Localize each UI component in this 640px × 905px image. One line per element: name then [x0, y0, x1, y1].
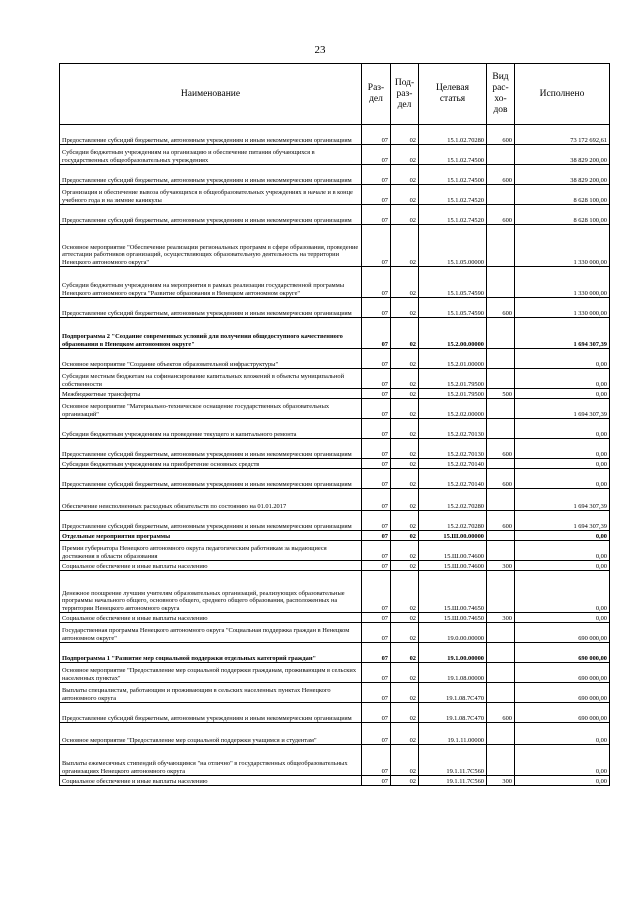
- row-vid-cell: 600: [487, 298, 515, 318]
- row-podrazdel-cell: 02: [391, 349, 419, 369]
- row-podrazdel-cell: 02: [391, 683, 419, 703]
- row-ispolneno-cell: 38 829 200,00: [515, 145, 610, 165]
- row-podrazdel-cell: 02: [391, 541, 419, 561]
- table-row: [60, 389, 610, 399]
- row-podrazdel-cell: 02: [391, 703, 419, 723]
- table-row: [60, 561, 610, 571]
- row-vid-cell: 600: [487, 125, 515, 145]
- table-row: [60, 267, 610, 298]
- row-razdel-cell: 07: [362, 561, 391, 571]
- row-name-cell: Предоставление субсидий бюджетным, автономным учреждениям и иным некоммерческим организациям: [60, 469, 362, 489]
- row-vid-cell: [487, 541, 515, 561]
- table-row: [60, 205, 610, 225]
- table-row: [60, 643, 610, 663]
- table-row: [60, 419, 610, 439]
- row-ispolneno-cell: 0,00: [515, 439, 610, 459]
- row-razdel-cell: 07: [362, 349, 391, 369]
- row-name-cell: Выплаты специалистам, работающим и проживающим в сельских населенных пунктах Ненецкого автономного округа: [60, 683, 362, 703]
- row-vid-cell: 300: [487, 561, 515, 571]
- header-ispolneno: Исполнено: [515, 64, 610, 125]
- table-row: [60, 571, 610, 613]
- budget-execution-table: [59, 63, 610, 786]
- row-ispolneno-cell: 1 694 307,39: [515, 489, 610, 511]
- row-celevaya-cell: 19.1.08.00000: [419, 663, 487, 683]
- row-razdel-cell: 07: [362, 125, 391, 145]
- row-name-cell: Денежное поощрение лучшим учителям образовательных организаций, реализующих образовательные программы начального общего, основного общего, среднего общего образования, расположенных на территории Ненецкого автономного округа: [60, 571, 362, 613]
- row-podrazdel-cell: 02: [391, 511, 419, 531]
- header-razdel: Раз- дел: [362, 64, 391, 125]
- row-ispolneno-cell: 690 000,00: [515, 683, 610, 703]
- row-name-cell: Предоставление субсидий бюджетным, автономным учреждениям и иным некоммерческим организациям: [60, 125, 362, 145]
- row-razdel-cell: 07: [362, 623, 391, 643]
- row-razdel-cell: 07: [362, 663, 391, 683]
- table-row: [60, 125, 610, 145]
- row-name-cell: Межбюджетные трансферты: [60, 389, 362, 399]
- row-podrazdel-cell: 02: [391, 663, 419, 683]
- row-celevaya-cell: 15.2.02.70140: [419, 469, 487, 489]
- row-ispolneno-cell: 690 000,00: [515, 703, 610, 723]
- row-podrazdel-cell: 02: [391, 613, 419, 623]
- row-razdel-cell: 07: [362, 683, 391, 703]
- row-name-cell: Премии губернатора Ненецкого автономного округа педагогическим работникам за выдающиеся достижения в области образования: [60, 541, 362, 561]
- row-name-cell: Организация и обеспечение вывоза обучающихся в общеобразовательных учреждениях в начале и в конце учебного года и на зимние каникулы: [60, 185, 362, 205]
- row-vid-cell: [487, 531, 515, 541]
- row-vid-cell: [487, 745, 515, 776]
- row-vid-cell: [487, 267, 515, 298]
- table-row: [60, 613, 610, 623]
- row-ispolneno-cell: 8 628 100,00: [515, 205, 610, 225]
- row-razdel-cell: 07: [362, 703, 391, 723]
- row-ispolneno-cell: 1 694 307,39: [515, 399, 610, 419]
- row-podrazdel-cell: 02: [391, 531, 419, 541]
- row-celevaya-cell: 15.2.00.00000: [419, 318, 487, 349]
- row-razdel-cell: 07: [362, 318, 391, 349]
- row-podrazdel-cell: 02: [391, 419, 419, 439]
- row-celevaya-cell: 15.2.01.00000: [419, 349, 487, 369]
- row-ispolneno-cell: 0,00: [515, 531, 610, 541]
- row-celevaya-cell: 15.1.02.74500: [419, 165, 487, 185]
- row-razdel-cell: 07: [362, 399, 391, 419]
- row-name-cell: Основное мероприятие "Предоставление мер социальной поддержки учащимся и студентам": [60, 723, 362, 745]
- row-razdel-cell: 07: [362, 145, 391, 165]
- row-ispolneno-cell: 0,00: [515, 613, 610, 623]
- row-name-cell: Основное мероприятие "Создание объектов образовательной инфраструктуры": [60, 349, 362, 369]
- row-name-cell: Выплаты ежемесячных стипендий обучающимся "на отлично" в государственных общеобразовательных организациях Ненецкого автономного округа: [60, 745, 362, 776]
- row-podrazdel-cell: 02: [391, 267, 419, 298]
- row-celevaya-cell: 15.1.05.00000: [419, 225, 487, 267]
- row-razdel-cell: 07: [362, 419, 391, 439]
- row-ispolneno-cell: 73 172 692,61: [515, 125, 610, 145]
- row-celevaya-cell: 15.1.05.74590: [419, 298, 487, 318]
- row-ispolneno-cell: 38 829 200,00: [515, 165, 610, 185]
- row-ispolneno-cell: 1 694 307,39: [515, 318, 610, 349]
- row-celevaya-cell: 19.1.00.00000: [419, 643, 487, 663]
- table-row: [60, 683, 610, 703]
- row-name-cell: Основное мероприятие "Материально-техническое оснащение государственных образовательных организаций": [60, 399, 362, 419]
- row-vid-cell: [487, 419, 515, 439]
- table-row: [60, 225, 610, 267]
- row-celevaya-cell: 15.2.01.79500: [419, 369, 487, 389]
- row-podrazdel-cell: 02: [391, 776, 419, 786]
- table-row: [60, 459, 610, 469]
- row-razdel-cell: 07: [362, 511, 391, 531]
- row-celevaya-cell: 15.1.02.74520: [419, 205, 487, 225]
- row-razdel-cell: 07: [362, 225, 391, 267]
- row-name-cell: Предоставление субсидий бюджетным, автономным учреждениям и иным некоммерческим организациям: [60, 205, 362, 225]
- row-vid-cell: 600: [487, 703, 515, 723]
- row-ispolneno-cell: 1 694 307,39: [515, 511, 610, 531]
- row-celevaya-cell: 15.Ш.00.74650: [419, 613, 487, 623]
- row-vid-cell: [487, 623, 515, 643]
- row-vid-cell: 300: [487, 776, 515, 786]
- row-name-cell: Основное мероприятие "Предоставление мер социальной поддержки гражданам, проживающим в сельских населенных пунктах": [60, 663, 362, 683]
- row-name-cell: Обеспечение неисполненных расходных обязательств по состоянию на 01.01.2017: [60, 489, 362, 511]
- table-row: [60, 723, 610, 745]
- row-celevaya-cell: 19.1.08.7С470: [419, 683, 487, 703]
- header-name: Наименование: [60, 64, 362, 125]
- row-celevaya-cell: 15.2.02.70280: [419, 511, 487, 531]
- row-vid-cell: [487, 145, 515, 165]
- table-header-row: [60, 64, 610, 125]
- row-celevaya-cell: 15.2.02.70130: [419, 419, 487, 439]
- row-vid-cell: [487, 683, 515, 703]
- row-celevaya-cell: 15.Ш.00.74650: [419, 571, 487, 613]
- row-podrazdel-cell: 02: [391, 623, 419, 643]
- row-ispolneno-cell: 1 330 000,00: [515, 225, 610, 267]
- row-celevaya-cell: 15.Ш.00.74600: [419, 541, 487, 561]
- row-razdel-cell: 07: [362, 613, 391, 623]
- row-ispolneno-cell: 690 000,00: [515, 643, 610, 663]
- row-podrazdel-cell: 02: [391, 745, 419, 776]
- row-podrazdel-cell: 02: [391, 459, 419, 469]
- row-name-cell: Социальное обеспечение и иные выплаты населению: [60, 561, 362, 571]
- row-celevaya-cell: 19.1.11.00000: [419, 723, 487, 745]
- row-celevaya-cell: 19.1.11.7С560: [419, 776, 487, 786]
- table-row: [60, 145, 610, 165]
- row-podrazdel-cell: 02: [391, 185, 419, 205]
- table-row: [60, 623, 610, 643]
- row-ispolneno-cell: 0,00: [515, 745, 610, 776]
- row-name-cell: Отдельные мероприятия программы: [60, 531, 362, 541]
- header-vid-raskhodov: Вид рас- хо- дов: [487, 64, 515, 125]
- row-ispolneno-cell: 0,00: [515, 389, 610, 399]
- table-row: [60, 663, 610, 683]
- row-vid-cell: [487, 571, 515, 613]
- table-row: [60, 298, 610, 318]
- row-vid-cell: 600: [487, 469, 515, 489]
- row-razdel-cell: 07: [362, 745, 391, 776]
- row-vid-cell: [487, 399, 515, 419]
- table-row: [60, 369, 610, 389]
- row-name-cell: Социальное обеспечение и иные выплаты населению: [60, 613, 362, 623]
- header-celevaya-statya: Целевая статья: [419, 64, 487, 125]
- table-row: [60, 489, 610, 511]
- row-razdel-cell: 07: [362, 459, 391, 469]
- row-razdel-cell: 07: [362, 776, 391, 786]
- row-ispolneno-cell: 0,00: [515, 349, 610, 369]
- row-razdel-cell: 07: [362, 571, 391, 613]
- row-razdel-cell: 07: [362, 369, 391, 389]
- row-ispolneno-cell: 0,00: [515, 459, 610, 469]
- row-razdel-cell: 07: [362, 165, 391, 185]
- row-razdel-cell: 07: [362, 439, 391, 459]
- table-row: [60, 318, 610, 349]
- row-name-cell: Государственная программа Ненецкого автономного округа "Социальная поддержка граждан в Ненецком автономном округе": [60, 623, 362, 643]
- row-podrazdel-cell: 02: [391, 205, 419, 225]
- row-celevaya-cell: 15.1.02.70280: [419, 125, 487, 145]
- table-row: [60, 531, 610, 541]
- row-vid-cell: [487, 369, 515, 389]
- row-ispolneno-cell: 0,00: [515, 419, 610, 439]
- row-podrazdel-cell: 02: [391, 571, 419, 613]
- row-ispolneno-cell: 0,00: [515, 776, 610, 786]
- row-vid-cell: 600: [487, 439, 515, 459]
- row-razdel-cell: 07: [362, 389, 391, 399]
- row-name-cell: Субсидии бюджетным учреждениям на организацию и обеспечение питания обучающихся в государственных общеобразовательных учреждениях: [60, 145, 362, 165]
- row-vid-cell: [487, 459, 515, 469]
- page-number: 23: [314, 44, 326, 56]
- row-podrazdel-cell: 02: [391, 399, 419, 419]
- row-name-cell: Социальное обеспечение и иные выплаты населению: [60, 776, 362, 786]
- row-podrazdel-cell: 02: [391, 643, 419, 663]
- row-podrazdel-cell: 02: [391, 318, 419, 349]
- row-ispolneno-cell: 0,00: [515, 561, 610, 571]
- row-vid-cell: [487, 643, 515, 663]
- row-name-cell: Предоставление субсидий бюджетным, автономным учреждениям и иным некоммерческим организациям: [60, 298, 362, 318]
- row-razdel-cell: 07: [362, 298, 391, 318]
- row-name-cell: Предоставление субсидий бюджетным, автономным учреждениям и иным некоммерческим организациям: [60, 165, 362, 185]
- header-podrazdel: Под- раз- дел: [391, 64, 419, 125]
- row-vid-cell: [487, 185, 515, 205]
- row-podrazdel-cell: 02: [391, 389, 419, 399]
- row-ispolneno-cell: 0,00: [515, 571, 610, 613]
- row-podrazdel-cell: 02: [391, 489, 419, 511]
- table-row: [60, 349, 610, 369]
- row-vid-cell: [487, 349, 515, 369]
- row-celevaya-cell: 15.1.02.74500: [419, 145, 487, 165]
- row-name-cell: Предоставление субсидий бюджетным, автономным учреждениям и иным некоммерческим организациям: [60, 703, 362, 723]
- row-name-cell: Подпрограмма 2 "Создание современных условий для получения общедоступного качественного образования в Ненецком автономном округе": [60, 318, 362, 349]
- row-vid-cell: 600: [487, 205, 515, 225]
- row-celevaya-cell: 15.1.05.74590: [419, 267, 487, 298]
- row-vid-cell: [487, 663, 515, 683]
- row-name-cell: Субсидии местным бюджетам на софинансирование капитальных вложений в объекты муниципальной собственности: [60, 369, 362, 389]
- row-podrazdel-cell: 02: [391, 723, 419, 745]
- table-row: [60, 469, 610, 489]
- row-name-cell: Субсидии бюджетным учреждениям на проведение текущего и капитального ремонта: [60, 419, 362, 439]
- row-razdel-cell: 07: [362, 205, 391, 225]
- table-row: [60, 745, 610, 776]
- row-name-cell: Предоставление субсидий бюджетным, автономным учреждениям и иным некоммерческим организациям: [60, 511, 362, 531]
- row-name-cell: Подпрограмма 1 "Развитие мер социальной поддержки отдельных категорий граждан": [60, 643, 362, 663]
- table-row: [60, 185, 610, 205]
- row-ispolneno-cell: 690 000,00: [515, 663, 610, 683]
- row-podrazdel-cell: 02: [391, 298, 419, 318]
- table-row: [60, 399, 610, 419]
- row-celevaya-cell: 15.2.02.00000: [419, 399, 487, 419]
- row-name-cell: Субсидии бюджетным учреждениям на мероприятия в рамках реализации государственной программы Ненецкого автономного округа "Развитие образования в Ненецком автономном округе": [60, 267, 362, 298]
- row-name-cell: Предоставление субсидий бюджетным, автономным учреждениям и иным некоммерческим организациям: [60, 439, 362, 459]
- row-vid-cell: [487, 723, 515, 745]
- row-podrazdel-cell: 02: [391, 369, 419, 389]
- row-name-cell: Субсидии бюджетным учреждениям на приобретение основных средств: [60, 459, 362, 469]
- row-celevaya-cell: 15.2.02.70140: [419, 459, 487, 469]
- row-ispolneno-cell: 0,00: [515, 469, 610, 489]
- row-vid-cell: 500: [487, 389, 515, 399]
- row-ispolneno-cell: 0,00: [515, 541, 610, 561]
- row-razdel-cell: 07: [362, 185, 391, 205]
- row-ispolneno-cell: 0,00: [515, 723, 610, 745]
- row-razdel-cell: 07: [362, 541, 391, 561]
- row-vid-cell: [487, 489, 515, 511]
- row-ispolneno-cell: 1 330 000,00: [515, 267, 610, 298]
- row-vid-cell: 300: [487, 613, 515, 623]
- row-celevaya-cell: 15.2.01.79500: [419, 389, 487, 399]
- row-vid-cell: 600: [487, 511, 515, 531]
- row-celevaya-cell: 19.1.11.7С560: [419, 745, 487, 776]
- row-podrazdel-cell: 02: [391, 225, 419, 267]
- row-razdel-cell: 07: [362, 489, 391, 511]
- row-celevaya-cell: 19.1.08.7С470: [419, 703, 487, 723]
- row-vid-cell: [487, 318, 515, 349]
- row-celevaya-cell: 15.2.02.70130: [419, 439, 487, 459]
- row-podrazdel-cell: 02: [391, 165, 419, 185]
- table-row: [60, 165, 610, 185]
- row-vid-cell: 600: [487, 165, 515, 185]
- row-razdel-cell: 07: [362, 531, 391, 541]
- row-ispolneno-cell: 8 628 100,00: [515, 185, 610, 205]
- row-celevaya-cell: 15.1.02.74520: [419, 185, 487, 205]
- row-podrazdel-cell: 02: [391, 439, 419, 459]
- row-name-cell: Основное мероприятие "Обеспечение реализации региональных программ в сфере образования, проведение аттестации работников организаций, осуществляющих образовательную деятельность на территории Ненецкого автономного округа": [60, 225, 362, 267]
- row-ispolneno-cell: 690 000,00: [515, 623, 610, 643]
- row-ispolneno-cell: 1 330 000,00: [515, 298, 610, 318]
- row-razdel-cell: 07: [362, 723, 391, 745]
- row-celevaya-cell: 19.0.00.00000: [419, 623, 487, 643]
- row-ispolneno-cell: 0,00: [515, 369, 610, 389]
- table-row: [60, 439, 610, 459]
- row-razdel-cell: 07: [362, 267, 391, 298]
- row-vid-cell: [487, 225, 515, 267]
- row-celevaya-cell: 15.Ш.00.74600: [419, 561, 487, 571]
- row-razdel-cell: 07: [362, 469, 391, 489]
- table-row: [60, 511, 610, 531]
- row-podrazdel-cell: 02: [391, 125, 419, 145]
- row-razdel-cell: 07: [362, 643, 391, 663]
- row-podrazdel-cell: 02: [391, 145, 419, 165]
- table-row: [60, 703, 610, 723]
- table-row: [60, 541, 610, 561]
- row-podrazdel-cell: 02: [391, 469, 419, 489]
- row-podrazdel-cell: 02: [391, 561, 419, 571]
- row-celevaya-cell: 15.2.02.70280: [419, 489, 487, 511]
- row-celevaya-cell: 15.Ш.00.00000: [419, 531, 487, 541]
- table-row: [60, 776, 610, 786]
